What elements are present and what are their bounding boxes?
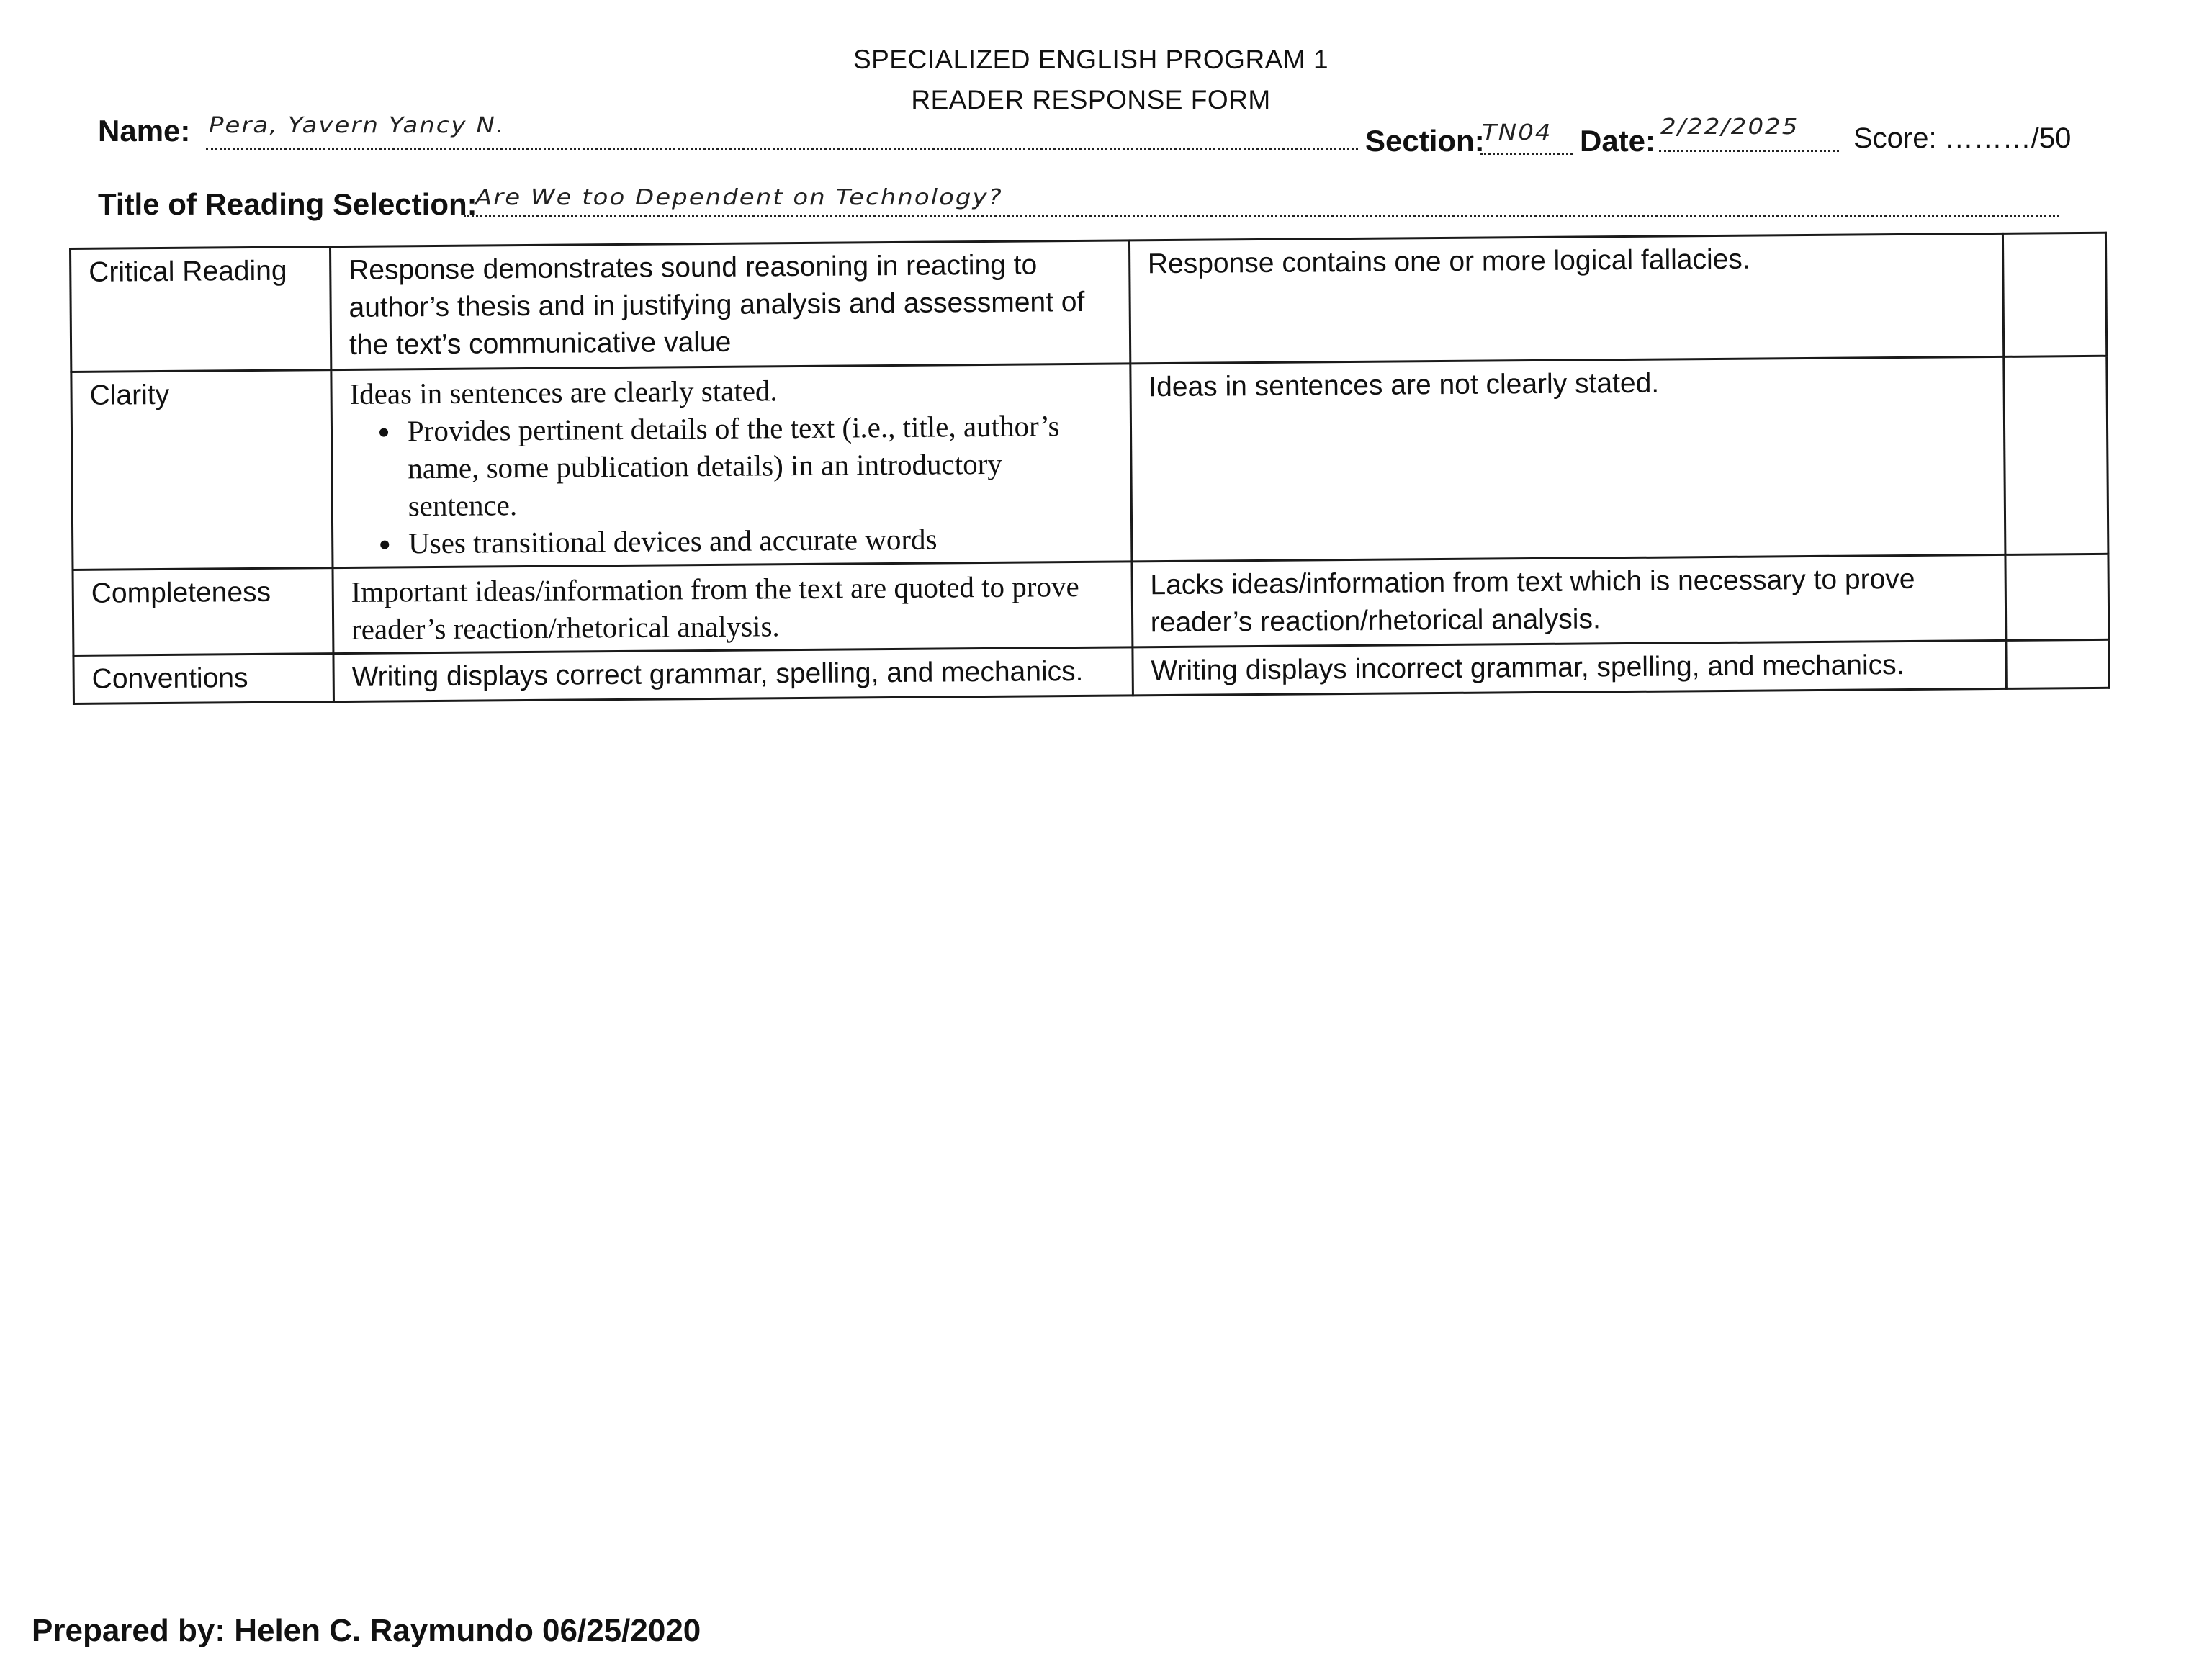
- rubric-table: [69, 232, 2110, 705]
- criterion-conventions: Conventions: [73, 654, 333, 704]
- good-clarity: [331, 364, 1132, 568]
- section-dotted-line: [1480, 153, 1573, 155]
- bad-conventions: Writing displays incorrect grammar, spelling, and mechanics.: [1133, 640, 2007, 696]
- prepared-by: Prepared by: Helen C. Raymundo 06/25/2020: [32, 1613, 701, 1648]
- date-value[interactable]: 2/22/2025: [1660, 114, 1799, 140]
- name-value[interactable]: Pera, Yavern Yancy N.: [209, 112, 505, 138]
- rubric-row-critical-reading: [71, 233, 2107, 372]
- bad-clarity: Ideas in sentences are not clearly stated.: [1130, 356, 2005, 562]
- score-field[interactable]: Score: ………/50: [1853, 122, 2072, 154]
- bad-completeness: Lacks ideas/information from text which is necessary to prove reader’s reaction/rhetorical analysis.: [1132, 554, 2007, 647]
- reading-title-label: Title of Reading Selection:: [98, 187, 477, 221]
- good-clarity-bullets: [350, 407, 1116, 562]
- criterion-completeness: Completeness: [73, 568, 333, 656]
- bad-critical-reading: Response contains one or more logical fallacies.: [1129, 233, 2004, 364]
- form-program-title: SPECIALIZED ENGLISH PROGRAM 1: [853, 45, 1329, 74]
- score-cell-completeness[interactable]: [2005, 554, 2108, 640]
- rubric-row-completeness: [73, 554, 2109, 655]
- score-cell-critical-reading[interactable]: [2003, 233, 2107, 356]
- name-dotted-line: [206, 148, 1358, 150]
- reading-title-value[interactable]: Are We too Dependent on Technology?: [475, 184, 1003, 210]
- section-label: Section:: [1365, 124, 1485, 158]
- rubric-row-clarity: [71, 356, 2108, 570]
- date-label: Date:: [1580, 124, 1656, 158]
- name-label: Name:: [98, 114, 191, 148]
- good-completeness: Important ideas/information from the text are quoted to prove reader’s reaction/rhetorical analysis.: [333, 562, 1133, 654]
- list-item: • Uses transitional devices and accurate words: [403, 519, 1116, 562]
- date-dotted-line: [1659, 150, 1839, 152]
- criterion-clarity: Clarity: [71, 370, 333, 570]
- reading-title-dotted-line: [464, 215, 2059, 217]
- score-cell-conventions[interactable]: [2006, 639, 2109, 688]
- good-clarity-main: Ideas in sentences are clearly stated.: [349, 374, 778, 410]
- good-conventions: Writing displays correct grammar, spelling, and mechanics.: [333, 647, 1133, 702]
- section-value[interactable]: TN04: [1482, 120, 1552, 145]
- list-item: • Provides pertinent details of the text (i.e., title, author’s name, some publication details) in an introductory sentence.: [402, 407, 1116, 525]
- good-critical-reading: Response demonstrates sound reasoning in reacting to author’s thesis and in justifying analysis and assessment of the text’s communicative value: [330, 240, 1130, 370]
- form-name-title: READER RESPONSE FORM: [911, 85, 1271, 114]
- score-cell-clarity[interactable]: [2004, 356, 2108, 554]
- criterion-critical-reading: Critical Reading: [71, 247, 331, 372]
